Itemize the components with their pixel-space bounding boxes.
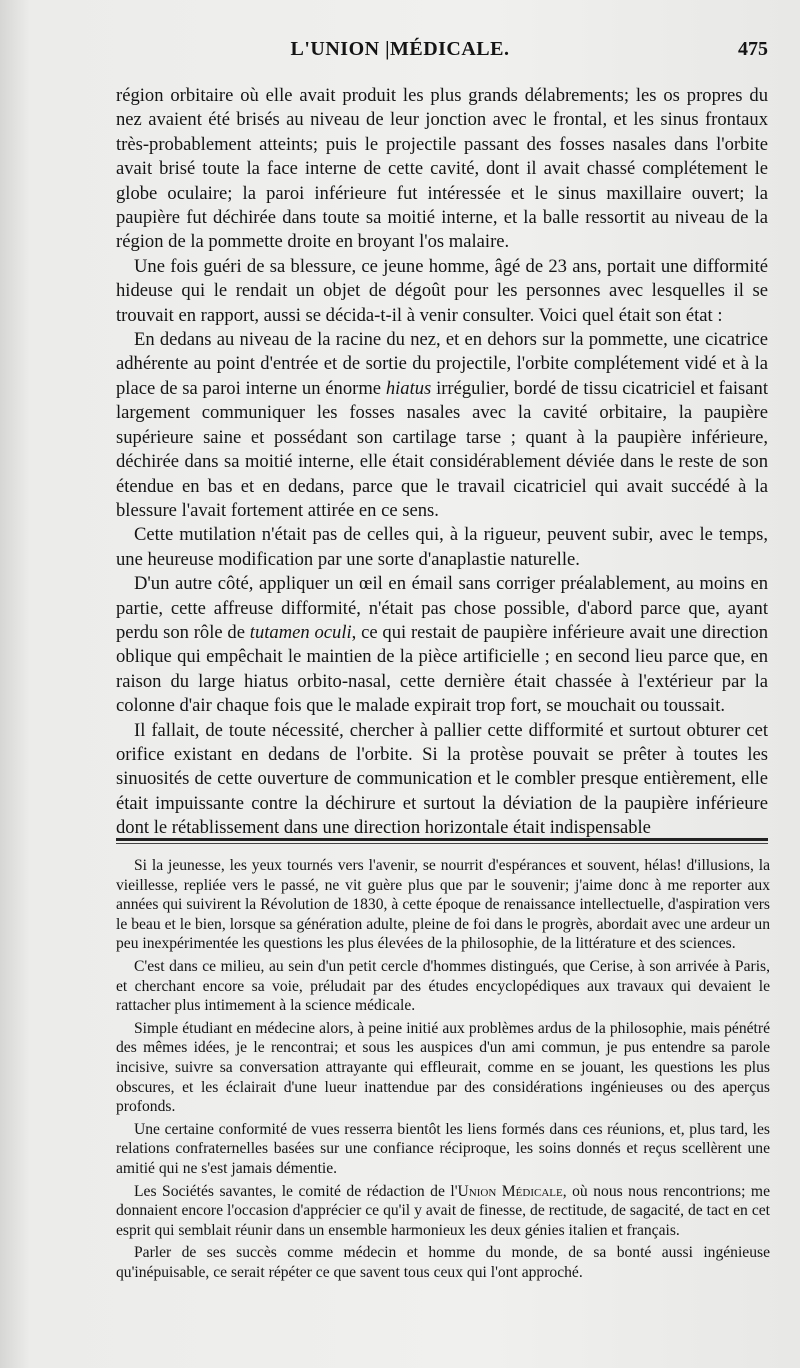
article-paragraph (116, 572, 768, 718)
paragraph-text: En dedans au niveau de la racine du nez, et en dehors sur la pommette, une cicatrice adhérente au point d'entrée et de sortie du projectile, l'orbite complétement vidé et à la place de sa paroi interne un énorme (116, 329, 768, 399)
article-paragraph: Il fallait, de toute nécessité, chercher à pallier cette difformité et surtout obturer cet orifice existant en dedans de l'orbite. Si la protèse pouvait se prêter à toutes les sinuosités de cette ouverture de communication et le combler presque entièrement, elle était impuissante contre la déchirure et surtout la déviation de la paupière inférieure dont le rétablissement dans une direction horizontale était indispensable (116, 719, 768, 839)
feuilleton-paragraph: Parler de ses succès comme médecin et homme du monde, de sa bonté aussi ingénieuse qu'inépuisable, ce serait répéter ce que savent tous ceux qui l'ont approché. (116, 1244, 770, 1281)
italic-term: hiatus (385, 377, 432, 399)
feuilleton-paragraph: Si la jeunesse, les yeux tournés vers l'avenir, se nourrit d'espérances et souvent, hélas! d'illusions, la vieillesse, repliée vers le passé, ne vit guère plus que par le souvenir; j'aime donc à me reporter aux années qui suivirent la Révolution de 1830, à cette époque de renaissance intellectuelle, d'aspiration vers le beau et le bien, lorsque sa génération adulte, pleine de foi dans le progrès, abordait avec une ardeur un peu inexpérimentée les questions les plus élevées de la philosophie, de la littérature et des sciences. (116, 857, 770, 953)
feuilleton-paragraph: C'est dans ce milieu, au sein d'un petit cercle d'hommes distingués, que Cerise, à son arrivée à Paris, et cherchant encore sa voie, préludait par des études encyclopédiques aux travaux qui devaient le rattacher plus intimement à la science médicale. (116, 957, 770, 1015)
paragraph-text: irrégulier, bordé de tissu cicatriciel et faisant largement communiquer les fosses nasales avec la cavité orbitaire, la paupière supérieure saine et possédant son cartilage tarse ; quant à la paupière inférieure, déchirée dans sa moitié interne, elle était considérablement déviée dans le reste de son étendue en bas et en dedans, parce que le travail cicatriciel qui avait succédé à la blessure l'avait fortement attirée en ce sens. (116, 377, 769, 521)
main-article-text (116, 84, 768, 841)
feuilleton-paragraph (116, 1182, 770, 1241)
article-paragraph (116, 328, 768, 523)
running-title: L'UNION |MÉDICALE. (290, 38, 510, 60)
paragraph-text: Les Sociétés savantes, le comité de rédaction de l' (134, 1182, 458, 1200)
feuilleton-paragraph: Simple étudiant en médecine alors, à peine initié aux problèmes ardus de la philosophie, mais pénétré des mêmes idées, je le rencontrai; et sous les auspices d'un ami commun, je pus entendre sa parole incisive, suivre sa conversation attrayante qui effleurait, comme en se jouant, les questions les plus obscures, et les éclairait d'une lueur inattendue par des considérations ingénieuses ou des aperçus profonds. (116, 1019, 770, 1116)
page-number: 475 (738, 38, 768, 60)
paragraph-text: , ce qui restait de paupière inférieure avait une direction oblique qui empêchait le maintien de la pièce artificielle ; en second lieu parce que, en raison du large hiatus orbito-nasal, cette dernière était chassée à l'extérieur par la colonne d'air chaque fois que le malade expirait trop fort, se mouchait ou toussait. (116, 621, 768, 717)
feuilleton-separator-thin (116, 843, 768, 844)
paragraph-text: D'un autre côté, appliquer un œil en émail sans corriger préalablement, au moins en partie, cette affreuse difformité, n'était pas chose possible, d'abord parce que, ayant perdu son rôle de (116, 573, 768, 643)
paragraph-text: , où nous nous rencontrions; me donnaient encore l'occasion d'apprécier ce qu'il y avait de finesse, de rectitude, de sagacité, de tact en cet esprit qui semblait réunir dans un ensemble harmonieux les deux génies italien et français. (116, 1182, 770, 1239)
feuilleton-paragraph: Une certaine conformité de vues resserra bientôt les liens formés dans ces réunions, et, plus tard, les relations confraternelles basées sur une confiance réciproque, les soins donnés et reçus scellèrent une amitié qui ne s'est jamais démentie. (116, 1120, 770, 1177)
feuilleton-separator (116, 838, 768, 841)
feuilleton-text (116, 856, 770, 1285)
page-header (0, 38, 800, 68)
journal-name: Union Médicale (457, 1182, 563, 1200)
article-paragraph: Une fois guéri de sa blessure, ce jeune homme, âgé de 23 ans, portait une difformité hideuse qui le rendait un objet de dégoût pour les personnes avec lesquelles il se trouvait en rapport, aussi se décida-t-il à venir consulter. Voici quel était son état : (116, 255, 768, 326)
article-paragraph: Cette mutilation n'était pas de celles qui, à la rigueur, peuvent subir, avec le temps, une heureuse modification par une sorte d'anaplastie naturelle. (116, 524, 768, 570)
article-paragraph: région orbitaire où elle avait produit les plus grands délabrements; les os propres du nez avaient été brisés au niveau de leur jonction avec le frontal, et les sinus frontaux très-probablement atteints; puis le projectile passant des fosses nasales dans l'orbite avait brisé toute la face interne de cette cavité, dont il avait chassé complétement le globe oculaire; la paroi inférieure fut intéressée et le sinus maxillaire ouvert; la paupière fut déchirée dans toute sa moitié interne, et la balle ressortit au niveau de la région de la pommette droite en broyant l'os malaire. (116, 85, 768, 253)
italic-term: tutamen oculi (249, 621, 352, 643)
